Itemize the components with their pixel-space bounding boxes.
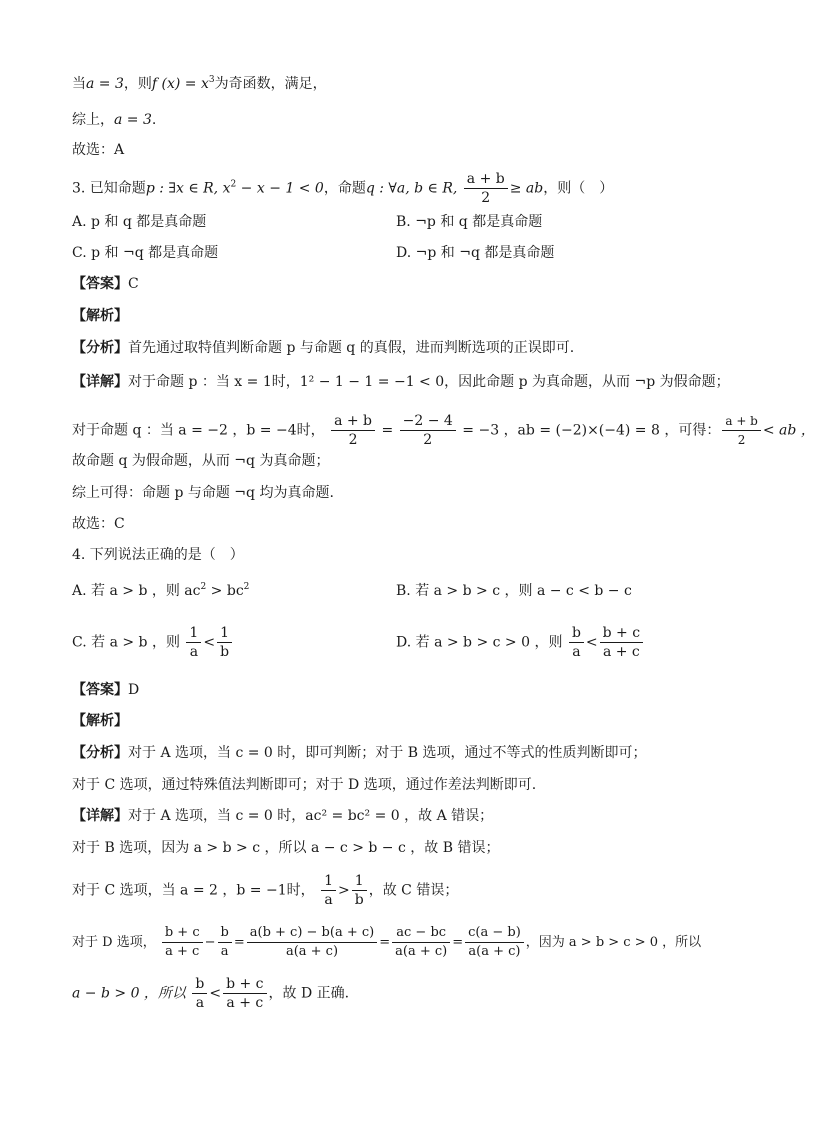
text: 对于 A 选项，当 c = 0 时，即可判断；对于 B 选项，通过不等式的性质判断即可； bbox=[128, 745, 647, 761]
text: B. 若 a > b > c ，则 a − c < b − c bbox=[396, 583, 632, 599]
numerator: 1 bbox=[321, 872, 336, 891]
fraction bbox=[217, 624, 232, 661]
text: 对于 C 选项，当 a = 2 ，b = −1时， bbox=[72, 882, 315, 899]
text: < bbox=[585, 634, 598, 651]
text: 综上， bbox=[72, 112, 114, 128]
fraction bbox=[352, 872, 367, 909]
prev-line-2 bbox=[72, 110, 156, 130]
fraction bbox=[400, 412, 456, 449]
prev-line-3 bbox=[72, 140, 124, 160]
q3-xiangjie-1 bbox=[72, 372, 730, 392]
exponent: 2 bbox=[230, 179, 237, 190]
text: 对于 A 选项，当 c = 0 时，ac² = bc² = 0 ，故 A 错误； bbox=[128, 808, 494, 824]
fraction bbox=[464, 170, 508, 207]
fraction bbox=[331, 412, 375, 449]
q4-stem bbox=[72, 545, 244, 565]
numerator: b bbox=[218, 924, 232, 943]
text: ，故 D 正确. bbox=[268, 985, 350, 1002]
fraction bbox=[192, 975, 207, 1012]
numerator: a + b bbox=[331, 412, 375, 431]
text: C. p 和 ¬q 都是真命题 bbox=[72, 245, 219, 261]
q4-fenxi-1 bbox=[72, 743, 646, 763]
text: < bbox=[203, 634, 216, 651]
fenxi-tag: 【分析】 bbox=[72, 745, 128, 761]
text: D. ¬p 和 ¬q 都是真命题 bbox=[396, 245, 555, 261]
text: 对于 D 选项， bbox=[72, 935, 156, 950]
math: a = 3 bbox=[86, 76, 124, 92]
numerator: c(a − b) bbox=[465, 924, 524, 943]
text: > bc bbox=[206, 583, 244, 599]
text: 4. 下列说法正确的是（ ） bbox=[72, 547, 244, 563]
math: ≥ ab bbox=[509, 180, 544, 197]
text: = −3 ，ab = (−2)×(−4) = 8 ，可得： bbox=[457, 422, 721, 439]
q3-option-c bbox=[72, 243, 218, 263]
denominator: 2 bbox=[737, 433, 746, 447]
q3-option-b bbox=[396, 212, 542, 232]
q3-xiangjie-5 bbox=[72, 514, 125, 534]
denominator: a + c bbox=[602, 644, 640, 660]
fenxi-tag: 【分析】 bbox=[72, 340, 128, 356]
text: − bbox=[204, 935, 216, 950]
text: 故选：A bbox=[72, 142, 125, 158]
text: 首先通过取特值判断命题 p 与命题 q 的真假，进而判断选项的正误即可. bbox=[128, 340, 575, 356]
numerator: b + c bbox=[162, 924, 203, 943]
exponent: 2 bbox=[200, 582, 207, 592]
answer-tag: 【答案】 bbox=[72, 276, 128, 292]
text: ，则（ ） bbox=[543, 180, 614, 197]
q3-xiangjie-3 bbox=[72, 451, 329, 471]
math: a − b > 0 ，所以 bbox=[72, 985, 186, 1002]
text: 当 bbox=[72, 76, 86, 92]
text: 故选：C bbox=[72, 516, 125, 532]
denominator: a bbox=[189, 644, 199, 660]
fraction bbox=[186, 624, 201, 661]
numerator: a + b bbox=[464, 170, 508, 189]
q4-xiangjie-2 bbox=[72, 838, 499, 858]
xiangjie-tag: 【详解】 bbox=[72, 808, 128, 824]
text: 对于 C 选项，通过特殊值法判断即可；对于 D 选项，通过作差法判断即可. bbox=[72, 777, 537, 793]
q4-analysis-tag bbox=[72, 711, 128, 731]
denominator: 2 bbox=[423, 432, 433, 448]
q3-xiangjie-2 bbox=[72, 412, 815, 449]
math: p : ∃x ∈ R, x bbox=[145, 180, 231, 197]
fraction bbox=[162, 924, 203, 961]
denominator: a(a + c) bbox=[285, 944, 339, 959]
text: ，则 bbox=[123, 76, 152, 92]
q4-fenxi-2 bbox=[72, 775, 536, 795]
fraction bbox=[600, 624, 643, 661]
fraction bbox=[321, 872, 336, 909]
numerator: b bbox=[192, 975, 207, 994]
math: q : ∀a, b ∈ R, bbox=[365, 180, 458, 197]
q3-xiangjie-4 bbox=[72, 483, 334, 503]
q4-xiangjie-4 bbox=[72, 924, 701, 961]
text: B. ¬p 和 q 都是真命题 bbox=[396, 214, 543, 230]
fraction bbox=[218, 924, 232, 961]
text: 综上可得：命题 p 与命题 ¬q 均为真命题. bbox=[72, 485, 334, 501]
analysis-tag: 【解析】 bbox=[72, 713, 128, 729]
text: = bbox=[377, 422, 398, 439]
q4-option-a bbox=[72, 581, 249, 601]
text: A. 若 a > b ，则 ac bbox=[72, 583, 201, 599]
q3-option-d bbox=[396, 243, 554, 263]
text: = bbox=[452, 935, 464, 950]
q3-option-a bbox=[72, 212, 206, 232]
q4-xiangjie-1 bbox=[72, 806, 493, 826]
fraction bbox=[247, 924, 377, 961]
denominator: a bbox=[220, 944, 229, 959]
denominator: 2 bbox=[481, 190, 491, 206]
q4-option-b bbox=[396, 581, 632, 601]
text: ，因为 a > b > c > 0 ，所以 bbox=[525, 935, 702, 950]
text: < bbox=[209, 985, 222, 1002]
xiangjie-tag: 【详解】 bbox=[72, 374, 128, 390]
numerator: b bbox=[569, 624, 584, 643]
q4-xiangjie-5 bbox=[72, 975, 349, 1012]
text: 3. 已知命题 bbox=[72, 180, 146, 197]
numerator: 1 bbox=[217, 624, 232, 643]
q3-analysis-tag bbox=[72, 306, 128, 326]
text: D. 若 a > b > c > 0 ，则 bbox=[396, 634, 563, 651]
numerator: ac − bc bbox=[392, 924, 450, 943]
denominator: a bbox=[195, 995, 205, 1011]
fraction bbox=[392, 924, 450, 961]
q4-option-d bbox=[396, 624, 645, 661]
text: > bbox=[338, 882, 350, 899]
denominator: a(a + c) bbox=[395, 944, 448, 959]
q4-xiangjie-3 bbox=[72, 872, 458, 909]
numerator: b + c bbox=[600, 624, 643, 643]
analysis-tag: 【解析】 bbox=[72, 308, 128, 324]
q3-answer bbox=[72, 274, 139, 294]
text: = bbox=[233, 935, 245, 950]
text: . bbox=[151, 112, 157, 128]
denominator: a(a + c) bbox=[468, 944, 521, 959]
fraction bbox=[722, 412, 761, 449]
text: 为奇函数，满足， bbox=[214, 76, 327, 92]
denominator: b bbox=[220, 644, 230, 660]
math: − x − 1 < 0 bbox=[236, 180, 324, 197]
denominator: a bbox=[572, 644, 581, 660]
denominator: 2 bbox=[348, 432, 358, 448]
denominator: a + c bbox=[165, 944, 200, 959]
q4-answer bbox=[72, 680, 139, 700]
numerator: a + b bbox=[722, 412, 761, 431]
answer-tag: 【答案】 bbox=[72, 682, 128, 698]
numerator: a(b + c) − b(a + c) bbox=[247, 924, 377, 943]
numerator: 1 bbox=[352, 872, 367, 891]
denominator: a bbox=[324, 892, 333, 908]
text: 对于命题 p ：当 x = 1时，1² − 1 − 1 = −1 < 0，因此命题 p 为真命题，从而 ¬p 为假命题； bbox=[128, 374, 730, 390]
text: ，故 C 错误； bbox=[368, 882, 459, 899]
prev-line-1 bbox=[72, 74, 327, 94]
numerator: 1 bbox=[186, 624, 201, 643]
math: a = 3 bbox=[114, 112, 152, 128]
text: ，命题 bbox=[323, 180, 366, 197]
numerator: b + c bbox=[223, 975, 266, 994]
text: A. p 和 q 都是真命题 bbox=[72, 214, 207, 230]
exponent: 3 bbox=[208, 75, 215, 85]
fraction bbox=[569, 624, 584, 661]
math: f (x) = x bbox=[151, 76, 209, 92]
q3-stem bbox=[72, 170, 613, 207]
text: = bbox=[379, 935, 391, 950]
q4-option-c bbox=[72, 624, 234, 661]
denominator: a + c bbox=[226, 995, 264, 1011]
text: 故命题 q 为假命题，从而 ¬q 为真命题； bbox=[72, 453, 330, 469]
q3-fenxi bbox=[72, 338, 574, 358]
fraction bbox=[465, 924, 524, 961]
text: C. 若 a > b ，则 bbox=[72, 634, 180, 651]
answer-value: D bbox=[128, 682, 140, 698]
text: 对于 B 选项，因为 a > b > c ，所以 a − c > b − c ，故 B 错误； bbox=[72, 840, 500, 856]
text: 对于命题 q ：当 a = −2 ，b = −4时， bbox=[72, 422, 325, 439]
denominator: b bbox=[354, 892, 364, 908]
answer-value: C bbox=[128, 276, 139, 292]
numerator: −2 − 4 bbox=[400, 412, 456, 431]
fraction bbox=[223, 975, 266, 1012]
exponent: 2 bbox=[243, 582, 250, 592]
math: < ab ， bbox=[762, 422, 815, 439]
